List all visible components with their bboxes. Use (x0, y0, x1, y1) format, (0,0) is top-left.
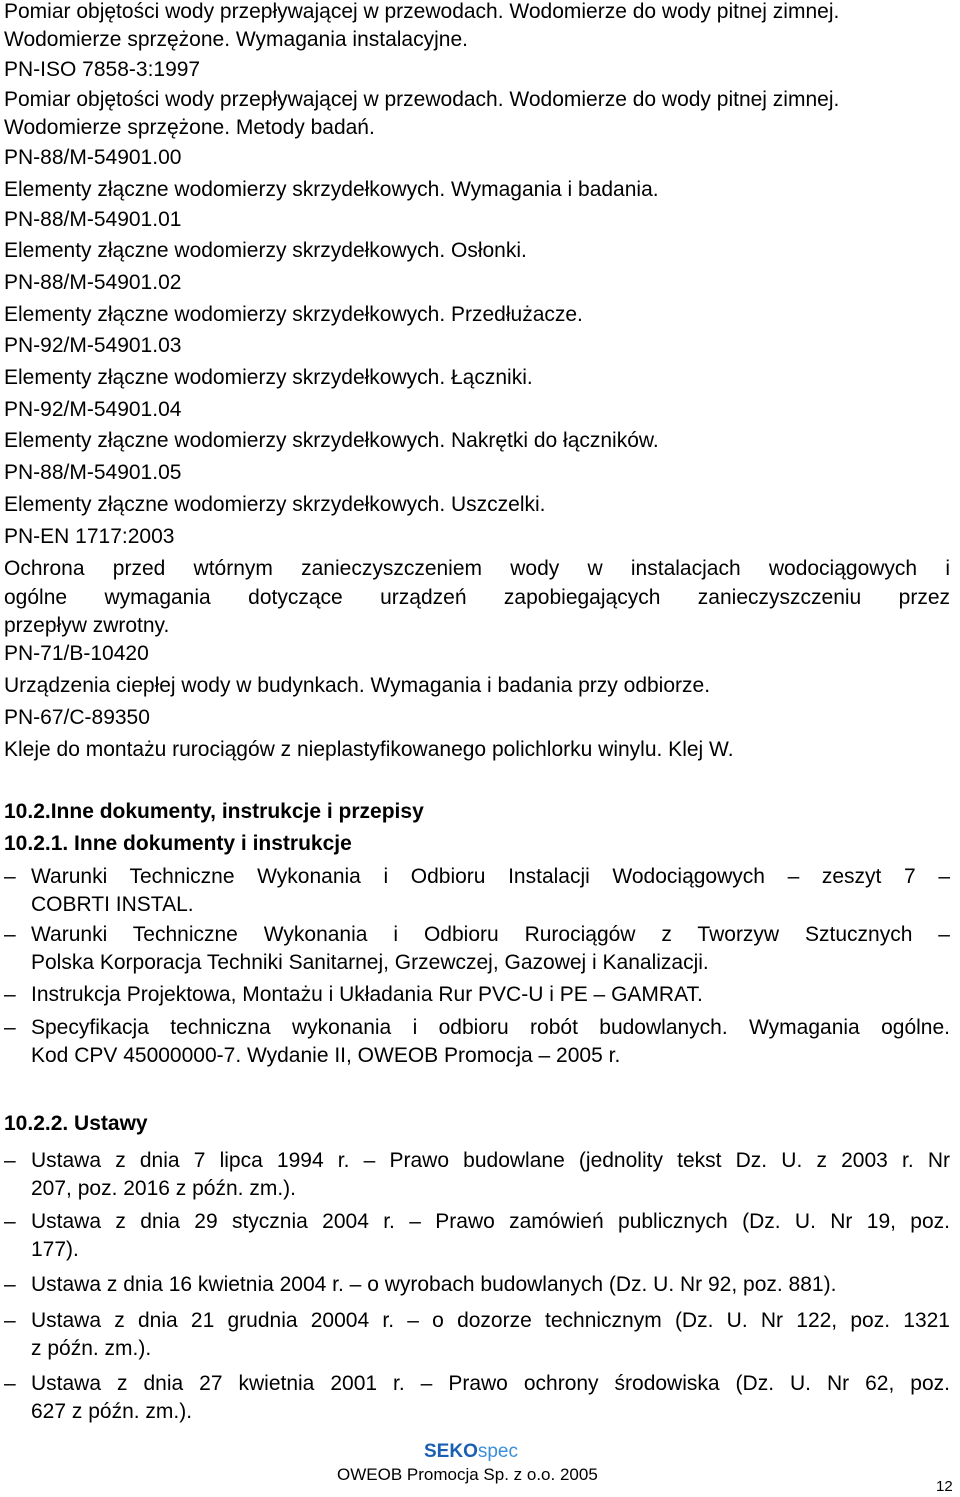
section-heading-10-2: 10.2.Inne dokumenty, instrukcje i przepisy (4, 800, 424, 823)
standard-line: PN-92/M-54901.04 (4, 398, 182, 421)
standard-line: Elementy złączne wodomierzy skrzydełkowych. Łączniki. (4, 366, 533, 389)
standard-line: PN-88/M-54901.00 (4, 146, 182, 169)
ochrona-line-2: ogólne wymagania dotyczące urządzeń zapobiegających zanieczyszczeniu przez (4, 586, 950, 609)
ochrona-line-3: przepływ zwrotny. (4, 614, 170, 637)
standard-line: PN-88/M-54901.02 (4, 271, 182, 294)
law-text-line-1: Ustawa z dnia 7 lipca 1994 r. – Prawo budowlane (jednolity tekst Dz. U. z 2003 r. Nr (31, 1149, 950, 1172)
standard-line: Pomiar objętości wody przepływającej w przewodach. Wodomierze do wody pitnej zimnej. (4, 88, 840, 111)
standard-line: PN-88/M-54901.01 (4, 208, 182, 231)
document-text-line-2: Polska Korporacja Techniki Sanitarnej, Grzewczej, Gazowej i Kanalizacji. (31, 951, 709, 974)
bullet-dash-icon: – (4, 1016, 16, 1039)
bullet-dash-icon: – (4, 1149, 16, 1172)
after-item-line: Urządzenia ciepłej wody w budynkach. Wymagania i badania przy odbiorze. (4, 674, 711, 697)
document-text-line-1: Instrukcja Projektowa, Montażu i Układania Rur PVC-U i PE – GAMRAT. (31, 983, 703, 1006)
standard-line: Wodomierze sprzężone. Metody badań. (4, 116, 375, 139)
standard-line: PN-88/M-54901.05 (4, 461, 182, 484)
logo-spec-text: spec (477, 1441, 518, 1462)
law-text-line-1: Ustawa z dnia 29 stycznia 2004 r. – Prawo zamówień publicznych (Dz. U. Nr 19, poz. (31, 1210, 950, 1233)
footer-text: OWEOB Promocja Sp. z o.o. 2005 (337, 1465, 598, 1484)
section-heading-10-2-1: 10.2.1. Inne dokumenty i instrukcje (4, 832, 352, 855)
section-heading-10-2-2: 10.2.2. Ustawy (4, 1112, 148, 1135)
ochrona-line-1: Ochrona przed wtórnym zanieczyszczeniem wody w instalacjach wodociągowych i (4, 557, 950, 580)
bullet-dash-icon: – (4, 865, 16, 888)
standard-line: Elementy złączne wodomierzy skrzydełkowych. Nakrętki do łączników. (4, 429, 659, 452)
bullet-dash-icon: – (4, 1309, 16, 1332)
document-text-line-1: Specyfikacja techniczna wykonania i odbioru robót budowlanych. Wymagania ogólne. (31, 1016, 950, 1039)
standard-line: Elementy złączne wodomierzy skrzydełkowych. Wymagania i badania. (4, 178, 659, 201)
page-number: 12 (936, 1478, 953, 1495)
bullet-dash-icon: – (4, 1210, 16, 1233)
document-text-line-1: Warunki Techniczne Wykonania i Odbioru Rurociągów z Tworzyw Sztucznych – (31, 923, 950, 946)
law-text-line-1: Ustawa z dnia 27 kwietnia 2001 r. – Prawo ochrony środowiska (Dz. U. Nr 62, poz. (31, 1372, 950, 1395)
after-item-line: PN-67/C-89350 (4, 706, 150, 729)
bullet-dash-icon: – (4, 1273, 16, 1296)
bullet-dash-icon: – (4, 923, 16, 946)
standard-line: Elementy złączne wodomierzy skrzydełkowych. Przedłużacze. (4, 303, 583, 326)
law-text-line-1: Ustawa z dnia 16 kwietnia 2004 r. – o wyrobach budowlanych (Dz. U. Nr 92, poz. 881). (31, 1273, 837, 1296)
law-text-line-2: 207, poz. 2016 z późn. zm.). (31, 1177, 296, 1200)
standard-line: PN-92/M-54901.03 (4, 334, 182, 357)
document-text-line-2: COBRTI INSTAL. (31, 893, 194, 916)
bullet-dash-icon: – (4, 983, 16, 1006)
after-item-line: Kleje do montażu rurociągów z nieplastyfikowanego polichlorku winylu. Klej W. (4, 738, 734, 761)
law-text-line-2: 177). (31, 1238, 79, 1261)
standard-line: Elementy złączne wodomierzy skrzydełkowych. Osłonki. (4, 239, 527, 262)
bullet-dash-icon: – (4, 1372, 16, 1395)
standard-line: Elementy złączne wodomierzy skrzydełkowych. Uszczelki. (4, 493, 546, 516)
sekospec-logo (424, 1441, 518, 1463)
standard-line: Pomiar objętości wody przepływającej w przewodach. Wodomierze do wody pitnej zimnej. (4, 0, 840, 23)
standard-line: PN-EN 1717:2003 (4, 525, 175, 548)
standard-line: PN-ISO 7858-3:1997 (4, 58, 201, 81)
document-text-line-1: Warunki Techniczne Wykonania i Odbioru Instalacji Wodociągowych – zeszyt 7 – (31, 865, 950, 888)
document-text-line-2: Kod CPV 45000000-7. Wydanie II, OWEOB Promocja – 2005 r. (31, 1044, 621, 1067)
law-text-line-2: 627 z późn. zm.). (31, 1400, 193, 1423)
after-item-line: PN-71/B-10420 (4, 642, 149, 665)
standard-line: Wodomierze sprzężone. Wymagania instalacyjne. (4, 28, 468, 51)
law-text-line-2: z późn. zm.). (31, 1337, 152, 1360)
law-text-line-1: Ustawa z dnia 21 grudnia 20004 r. – o dozorze technicznym (Dz. U. Nr 122, poz. 1321 (31, 1309, 950, 1332)
logo-seko-text: SEKO (424, 1441, 478, 1462)
